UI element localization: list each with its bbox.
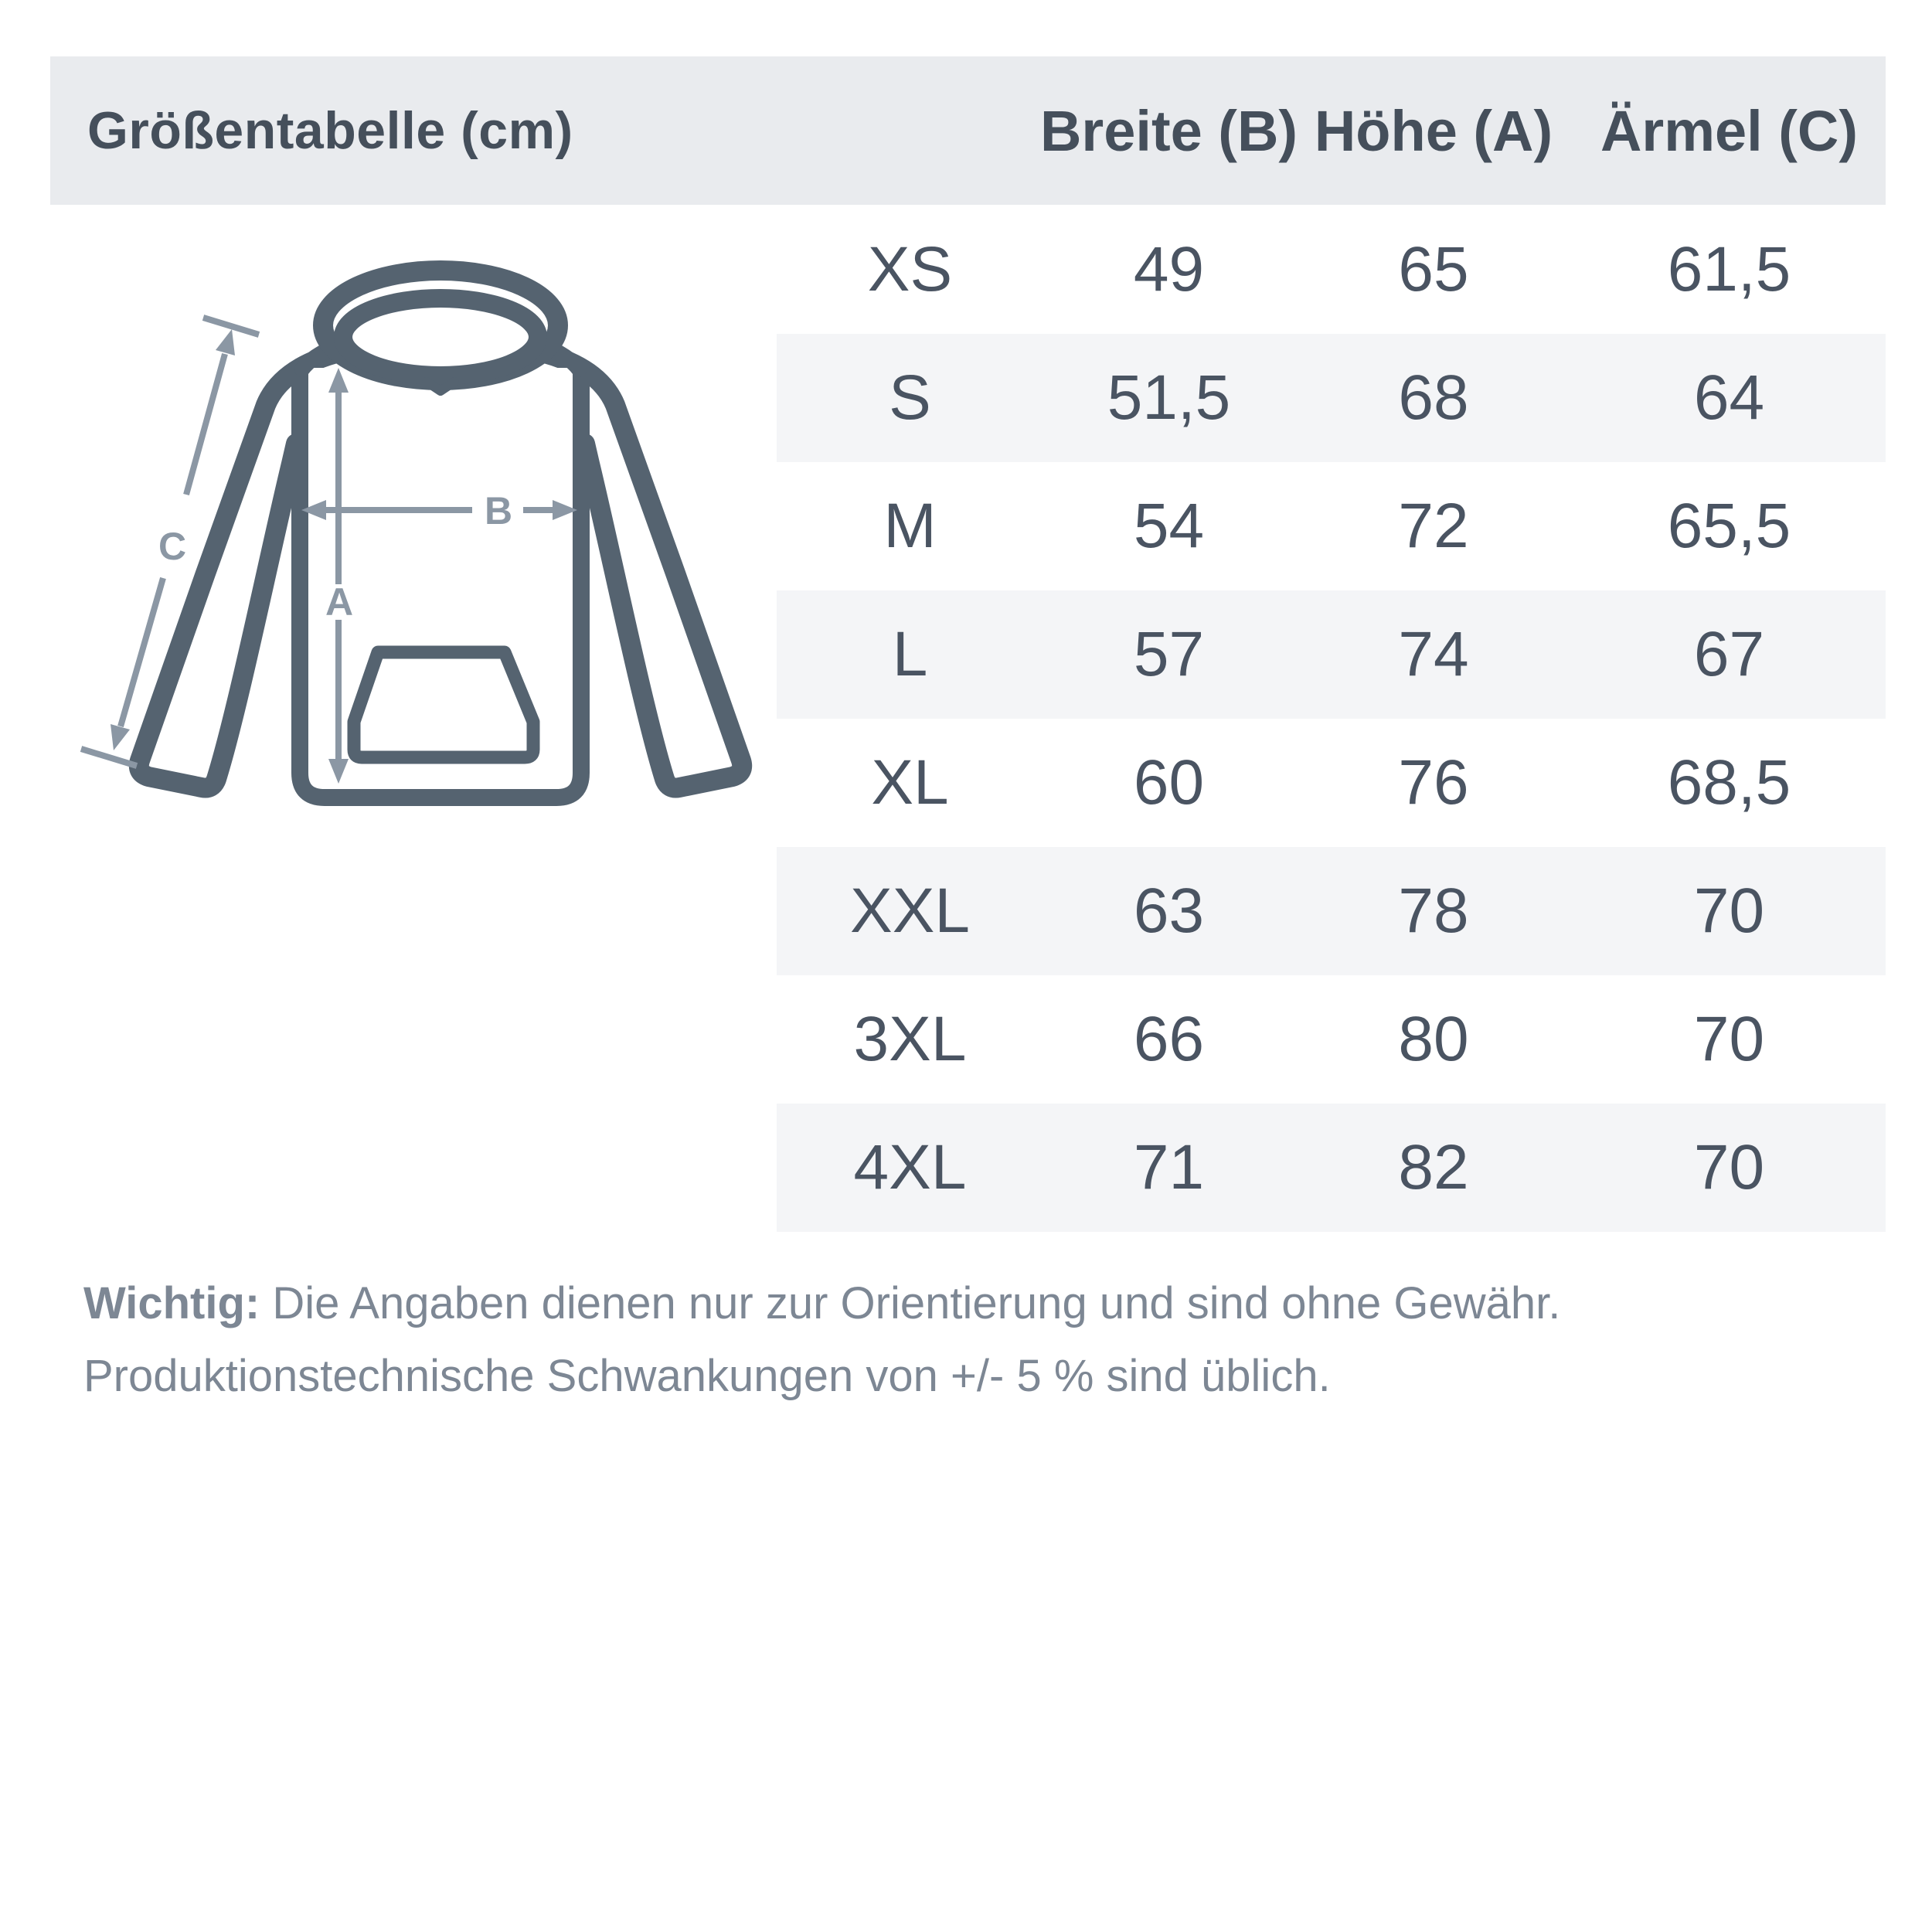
size-label: 3XL	[853, 1004, 967, 1074]
title-wrap	[50, 100, 777, 161]
aermel-value: 70	[1693, 1004, 1765, 1074]
hoehe-value: 78	[1398, 876, 1469, 946]
hoehe-value: 72	[1398, 491, 1469, 561]
breite-value: 54	[1133, 491, 1205, 561]
size-table	[777, 206, 1886, 1232]
breite-value: 60	[1133, 747, 1205, 818]
hoehe-value: 82	[1398, 1132, 1469, 1202]
aermel-value: 70	[1693, 1132, 1765, 1202]
column-header-size-spacer	[777, 56, 1043, 205]
aermel-value: 68,5	[1667, 747, 1791, 818]
dim-label-c: C	[158, 525, 187, 568]
hoehe-value: 74	[1398, 619, 1469, 689]
hood-inner-ring	[343, 298, 538, 376]
hoodie-measurement-diagram	[50, 215, 784, 910]
dim-label-b: B	[484, 489, 513, 532]
disclaimer-text-1: Die Angaben dienen nur zur Orientierung und sind ohne Gewähr.	[260, 1278, 1561, 1328]
breite-value: 71	[1133, 1132, 1205, 1202]
table-row	[777, 847, 1886, 975]
hoehe-value: 76	[1398, 747, 1469, 818]
table-row	[777, 975, 1886, 1104]
size-label: 4XL	[853, 1132, 967, 1202]
size-label: XS	[867, 234, 953, 304]
breite-value: 63	[1133, 876, 1205, 946]
breite-value: 49	[1133, 234, 1205, 304]
aermel-value: 70	[1693, 876, 1765, 946]
dim-label-a: A	[325, 580, 354, 624]
table-row	[777, 462, 1886, 590]
aermel-value: 65,5	[1667, 491, 1791, 561]
size-label: L	[892, 619, 928, 689]
aermel-value: 67	[1693, 619, 1765, 689]
hoehe-value: 65	[1398, 234, 1469, 304]
hoodie-pocket	[354, 652, 533, 757]
breite-value: 66	[1133, 1004, 1205, 1074]
size-label: XL	[871, 747, 949, 818]
dim-c-arrowhead-bottom	[111, 724, 130, 750]
hoehe-value: 68	[1398, 362, 1469, 433]
disclaimer-prefix: Wichtig:	[83, 1278, 260, 1328]
table-header-bar	[50, 56, 1886, 205]
column-header-aermel: Ärmel (C)	[1600, 98, 1859, 163]
breite-value: 57	[1133, 619, 1205, 689]
dim-c-arrowhead-top	[216, 329, 235, 355]
column-header-hoehe: Höhe (A)	[1314, 98, 1553, 163]
size-label: XXL	[850, 876, 970, 946]
disclaimer-line-2: Produktionstechnische Schwankungen von +/- 5 % sind üblich.	[83, 1350, 1331, 1401]
page-title: Größentabelle (cm)	[87, 101, 573, 160]
aermel-value: 61,5	[1667, 234, 1791, 304]
size-label: M	[883, 491, 937, 561]
table-row	[777, 334, 1886, 462]
hoodie-diagram-svg	[50, 215, 784, 910]
table-row	[777, 590, 1886, 719]
table-row	[777, 206, 1886, 334]
column-headers	[777, 56, 1886, 205]
table-row	[777, 1104, 1886, 1232]
aermel-value: 64	[1693, 362, 1765, 433]
disclaimer-line-1	[83, 1267, 1853, 1340]
hoehe-value: 80	[1398, 1004, 1469, 1074]
disclaimer-note	[83, 1267, 1853, 1413]
breite-value: 51,5	[1107, 362, 1231, 433]
table-row	[777, 719, 1886, 847]
size-label: S	[889, 362, 931, 433]
column-header-breite: Breite (B)	[1039, 98, 1298, 163]
